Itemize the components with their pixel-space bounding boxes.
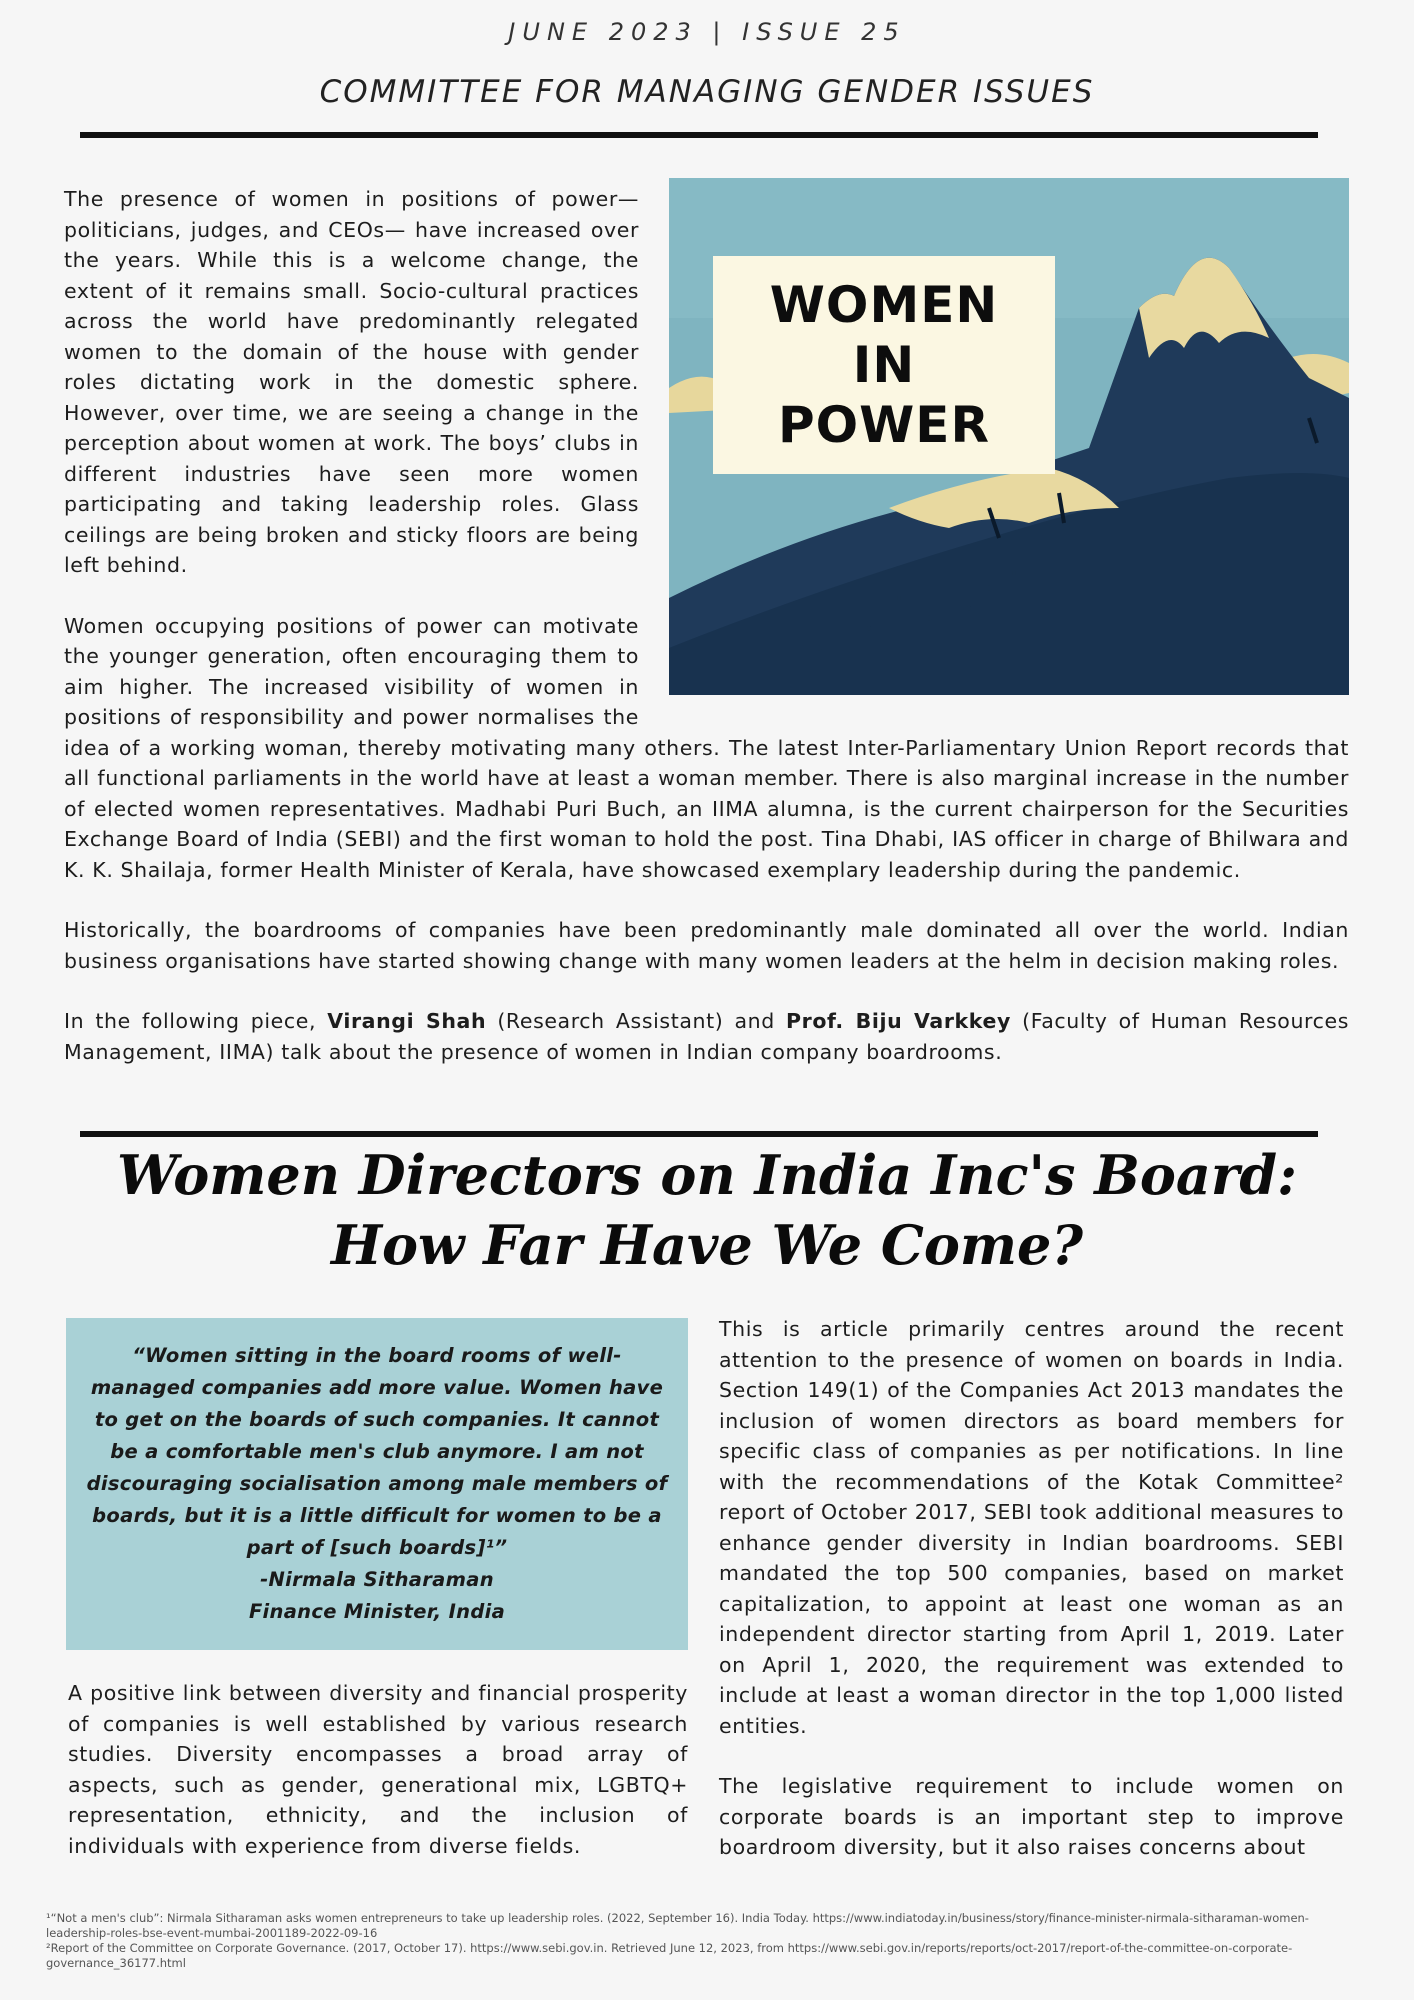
- intro-paragraph-4: [64, 1006, 1349, 1067]
- intro-section: [64, 184, 1349, 1097]
- quote-box: [66, 1318, 688, 1650]
- p4-start: In the following piece,: [64, 1009, 328, 1033]
- top-divider: [80, 132, 1318, 138]
- right-paragraph-1: This is article primarily centres around the recent attention to the presence of women on boards in India. Section 149(1) of the Companies Act 2013 mandates the inclusion of women directors as board members for specific class of companies as per notifications. In line with the recommendations of the Kotak Committee² report of October 2017, SEBI took additional measures to enhance gender diversity in Indian boardrooms. SEBI mandated the top 500 companies, based on market capitalization, to appoint at least one woman as an independent director starting from April 1, 2019. Later on April 1, 2020, the requirement was extended to include at least a woman director in the top 1,000 listed entities.: [719, 1317, 1344, 1738]
- quote-author: -Nirmala Sitharaman: [260, 1568, 494, 1591]
- right-paragraph-2: The legislative requirement to include women on corporate boards is an important step to improve boardroom diversity, but it also raises concerns about: [719, 1774, 1344, 1859]
- hero-title-box: [713, 256, 1055, 474]
- women-in-power-illustration: [669, 178, 1349, 695]
- section-divider: [80, 1131, 1318, 1137]
- intro-paragraph-1: The presence of women in positions of power—politicians, judges, and CEOs— have increased over the years. While this is a welcome change, the extent of it remains small. Socio-cultural practices across the world have predominantly relegated women to the domain of the house with gender roles dictating work in the domestic sphere. However, over time, we are seeing a change in the perception about women at work. The boys’ clubs in different industries have seen more women participating and taking leadership roles. Glass ceilings are being broken and sticky floors are being left behind.: [64, 187, 639, 577]
- author-biju-varkkey: Prof. Biju Varkkey: [786, 1009, 1011, 1033]
- intro-paragraph-3: Historically, the boardrooms of companies have been predominantly male dominated all over the world. Indian business organisations have started showing change with many women leaders at the helm in decision making roles.: [64, 918, 1349, 973]
- quote-text: “Women sitting in the board rooms of well-managed companies add more value. Women have to get on the boards of such companies. It cannot be a comfortable men's club anymore. I am not discouraging socialisation among male members of boards, but it is a little difficult for women to be a part of [such boards]¹”: [86, 1344, 668, 1559]
- article-title: [0, 1140, 1414, 1280]
- p4-end: (Faculty of Human Resources Management, IIMA) talk about the presence of women in Indian company boardrooms.: [64, 1009, 1349, 1064]
- author-virangi-shah: Virangi Shah: [327, 1009, 487, 1033]
- article-title-line-1: Women Directors on India Inc's Board:: [116, 1143, 1298, 1207]
- article-right-column: [719, 1314, 1344, 1893]
- committee-name: COMMITTEE FOR MANAGING GENDER ISSUES: [319, 74, 1095, 110]
- issue-date: JUNE 2023 | ISSUE 25: [508, 18, 906, 46]
- hero-title: WOMEN IN POWER: [769, 276, 999, 454]
- article-left-column: [68, 1678, 688, 1861]
- footnote-1: ¹“Not a men's club”: Nirmala Sitharaman asks women entrepreneurs to take up leadership roles. (2022, September 16). India Today. https://www.indiatoday.in/business/story/finance-minister-nirmala-sitharaman-women-leadership-roles-bse-event-mumbai-2001189-2022-09-16: [46, 1911, 1309, 1940]
- article-title-line-2: How Far Have We Come?: [330, 1213, 1084, 1277]
- footnote-2: ²Report of the Committee on Corporate Governance. (2017, October 17). https://www.sebi.gov.in. Retrieved June 12, 2023, from https://www.sebi.gov.in/reports/reports/oct-2017/report-of-the-committee-on-corporate-governance_36177.html: [46, 1941, 1293, 1970]
- left-paragraph: A positive link between diversity and financial prosperity of companies is well established by various research studies. Diversity encompasses a broad array of aspects, such as gender, generational mix, LGBTQ+ representation, ethnicity, and the inclusion of individuals with experience from diverse fields.: [68, 1681, 688, 1858]
- footnotes: [46, 1911, 1356, 1971]
- intro-paragraph-2: Women occupying positions of power can motivate the younger generation, often encouraging them to aim higher. The increased visibility of women in positions of responsibility and power normalises the idea of a working woman, thereby motivating many others. The latest Inter-Parliamentary Union Report records that all functional parliaments in the world have at least a woman member. There is also marginal increase in the number of elected women representatives. Madhabi Puri Buch, an IIMA alumna, is the current chairperson for the Securities Exchange Board of India (SEBI) and the first woman to hold the post. Tina Dhabi, IAS officer in charge of Bhilwara and K. K. Shailaja, former Health Minister of Kerala, have showcased exemplary leadership during the pandemic.: [64, 613, 1349, 882]
- p4-mid: (Research Assistant) and: [486, 1009, 787, 1033]
- quote-role: Finance Minister, India: [248, 1600, 506, 1623]
